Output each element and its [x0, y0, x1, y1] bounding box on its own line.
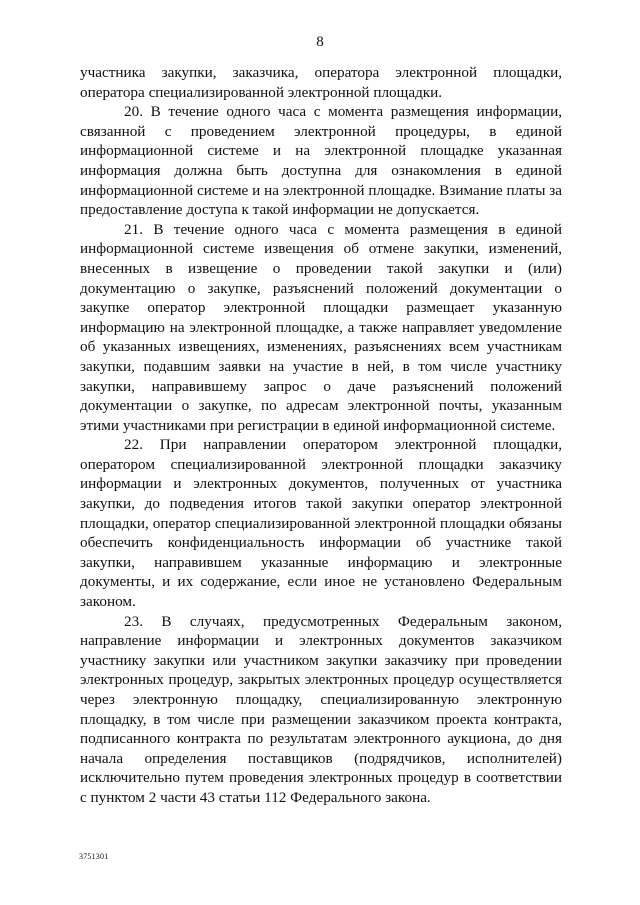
paragraph-20: 20. В течение одного часа с момента размещения информации, связанной с проведением электронной процедуры, в единой информационной системе и на электронной площадке указанная информация должна быть доступна для ознакомления в единой информационной системе и на электронной площадке. Взимание платы за предоставление доступа к такой информации не допускается. [80, 103, 562, 219]
paragraph-23: 23. В случаях, предусмотренных Федеральным законом, направление информации и электронных документов заказчиком участнику закупки или участником закупки заказчику при проведении электронных процедур, закрытых электронных процедур осуществляется через электронную площадку, специализированную электронную площадку, в том числе при размещении заказчиком проекта контракта, подписанного контракта по результатам электронного аукциона, до дня начала определения поставщиков (подрядчиков, исполнителей) исключительно путем проведения электронных процедур в соответствии с пунктом 2 части 43 статьи 112 Федерального закона. [80, 612, 562, 806]
document-body [80, 63, 562, 808]
document-code: 3751301 [79, 852, 109, 861]
page-number: 8 [316, 34, 324, 50]
paragraph-19-continuation: участника закупки, заказчика, оператора электронной площадки, оператора специализированной электронной площадки. [80, 64, 562, 101]
paragraph-22: 22. При направлении оператором электронной площадки, оператором специализированной электронной площадки заказчику информации и электронных документов, полученных от участника закупки, до подведения итогов такой закупки оператор электронной площадки, оператор специализированной электронной площадки обязаны обеспечить конфиденциальность информации об участнике такой закупки, направившем указанные информацию и электронные документы, и их содержание, если иное не установлено Федеральным законом. [80, 436, 562, 611]
paragraph-21: 21. В течение одного часа с момента размещения в единой информационной системе извещения об отмене закупки, изменений, внесенных в извещение о проведении такой закупки и (или) документацию о закупке, разъяснений положений документации о закупке оператор электронной площадки размещает указанную информацию на электронной площадке, а также направляет уведомление об указанных извещениях, изменениях, разъяснениях всем участникам закупки, подавшим заявки на участие в ней, в том числе участнику закупки, направившему запрос о даче разъяснений положений документации о закупке, по адресам электронной почты, указанным этими участниками при регистрации в единой информационной системе. [80, 220, 562, 434]
